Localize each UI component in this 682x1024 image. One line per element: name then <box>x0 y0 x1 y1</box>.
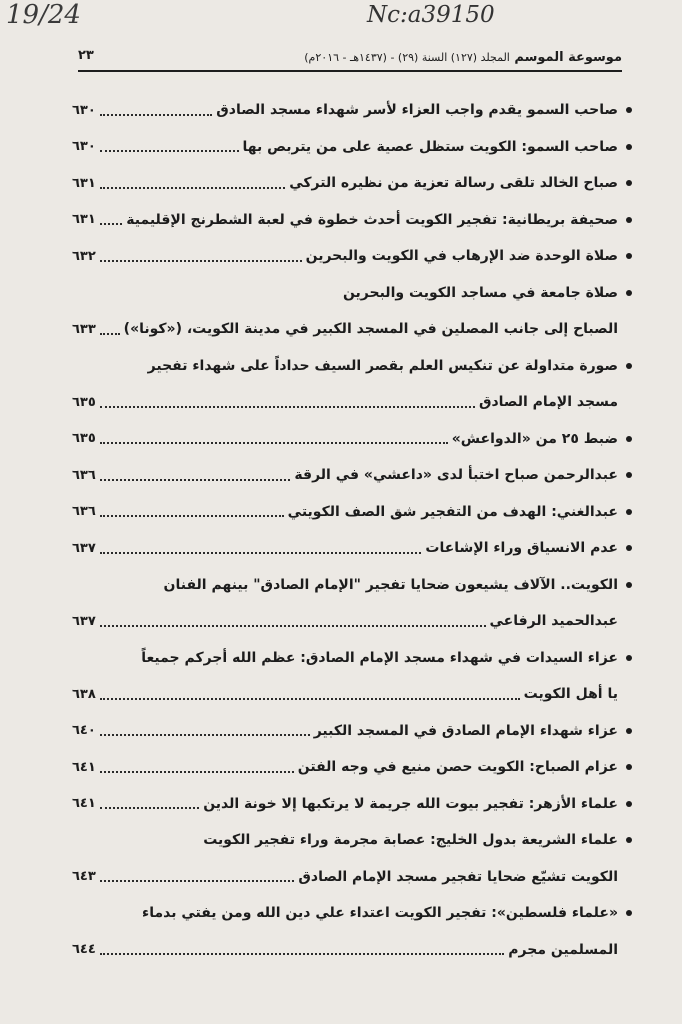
entry-page-number: ٦٤١ <box>72 796 96 812</box>
dot-leader <box>100 551 422 554</box>
dot-leader <box>100 259 302 262</box>
entry-page-number: ٦٤٠ <box>72 723 96 739</box>
handwritten-note-right: Nc:a39150 <box>367 2 495 28</box>
entry-page-number: ٦٤٣ <box>72 869 96 885</box>
toc-entry-continuation <box>72 676 632 713</box>
entry-page-number: ٦٣١ <box>72 175 96 191</box>
entry-title: المسلمين مجرم <box>508 941 618 958</box>
dot-leader <box>100 733 310 736</box>
toc-entry <box>72 129 632 166</box>
toc-entry <box>72 530 632 567</box>
entry-title: صلاة جامعة في مساجد الكويت والبحرين <box>342 284 618 301</box>
dot-leader <box>100 332 120 335</box>
entry-page-number: ٦٣٢ <box>72 248 96 264</box>
dot-leader <box>100 222 122 225</box>
entry-page-number: ٦٣٠ <box>72 102 96 118</box>
entry-title: صاحب السمو: الكويت ستظل عصية على من يتربص بها <box>242 138 618 155</box>
entry-title: الكويت تشيّع ضحايا تفجير مسجد الإمام الصادق <box>298 868 618 885</box>
entry-title: صباح الخالد تلقى رسالة تعزية من نظيره التركي <box>289 175 618 192</box>
entry-title: صورة متداولة عن تنكيس العلم بقصر السيف حداداً على شهداء تفجير <box>147 357 618 374</box>
dot-leader <box>100 149 239 152</box>
toc-entry <box>72 92 632 129</box>
handwritten-note-left: 19/24 <box>6 0 81 30</box>
toc-entry <box>72 786 632 823</box>
entry-title: الصباح إلى جانب المصلين في المسجد الكبير في مدينة الكويت، («كونا») <box>123 321 618 338</box>
entry-title: عدم الانسياق وراء الإشاعات <box>425 540 618 557</box>
entry-title: عبدالغني: الهدف من التفجير شق الصف الكويتي <box>287 503 618 520</box>
dot-leader <box>100 770 294 773</box>
page-header <box>78 44 622 72</box>
entry-page-number: ٦٣٧ <box>72 613 96 629</box>
entry-title: عزام الصباح: الكويت حصن منيع في وجه الفتن <box>297 759 618 776</box>
dot-leader <box>100 405 475 408</box>
toc-entry <box>72 822 632 859</box>
publication-title: موسوعة الموسم <box>514 50 622 65</box>
toc-entry <box>72 895 632 932</box>
toc-entry <box>72 640 632 677</box>
toc-entry <box>72 275 632 312</box>
entry-page-number: ٦٣٣ <box>72 321 96 337</box>
entry-page-number: ٦٤١ <box>72 759 96 775</box>
toc-entry-continuation <box>72 603 632 640</box>
entry-page-number: ٦٣١ <box>72 212 96 228</box>
dot-leader <box>100 952 504 955</box>
entry-title: صاحب السمو يقدم واجب العزاء لأسر شهداء مسجد الصادق <box>216 102 618 119</box>
entry-page-number: ٦٣٥ <box>72 394 96 410</box>
toc-entry <box>72 494 632 531</box>
entry-title: الكويت.. الآلاف يشيعون ضحايا تفجير "الإمام الصادق" بينهم الفنان <box>163 576 618 593</box>
dot-leader <box>100 113 212 116</box>
entry-title: صلاة الوحدة ضد الإرهاب في الكويت والبحرين <box>305 248 618 265</box>
toc-entry-continuation <box>72 384 632 421</box>
entry-title: عبدالحميد الرفاعي <box>489 613 618 630</box>
entry-title: عبدالرحمن صباح اختبأ لدى «داعشي» في الرقة <box>294 467 618 484</box>
dot-leader <box>100 186 285 189</box>
toc-entry <box>72 457 632 494</box>
toc-entry-continuation <box>72 859 632 896</box>
entry-title: يا أهل الكويت <box>523 686 618 703</box>
entry-title: ضبط ٢٥ من «الدواعش» <box>451 430 618 447</box>
toc-entry <box>72 567 632 604</box>
page-number: ٢٣ <box>78 48 94 63</box>
entry-page-number: ٦٣٨ <box>72 686 96 702</box>
toc-entry <box>72 421 632 458</box>
entry-title: علماء الأزهر: تفجير بيوت الله جريمة لا يرتكبها إلا خونة الدين <box>203 795 618 812</box>
dot-leader <box>100 478 291 481</box>
dot-leader <box>100 441 448 444</box>
toc-entry <box>72 749 632 786</box>
entry-title: عزاء شهداء الإمام الصادق في المسجد الكبير <box>313 722 618 739</box>
entry-title: «علماء فلسطين»: تفجير الكويت اعتداء علي دين الله ومن يفتي بدماء <box>142 905 618 922</box>
table-of-contents <box>72 92 632 968</box>
dot-leader <box>100 879 295 882</box>
toc-entry <box>72 348 632 385</box>
header-title-block <box>304 50 622 65</box>
entry-page-number: ٦٣٦ <box>72 467 96 483</box>
entry-page-number: ٦٣٦ <box>72 504 96 520</box>
entry-page-number: ٦٣٥ <box>72 431 96 447</box>
entry-title: مسجد الإمام الصادق <box>478 394 618 411</box>
toc-entry <box>72 165 632 202</box>
volume-details: المجلد (١٢٧) السنة (٢٩) - (١٤٣٧هـ - ٢٠١٦م) <box>304 51 510 64</box>
toc-entry <box>72 238 632 275</box>
toc-entry <box>72 202 632 239</box>
entry-page-number: ٦٣٠ <box>72 139 96 155</box>
toc-entry-continuation <box>72 932 632 969</box>
entry-title: صحيفة بريطانية: تفجير الكويت أحدث خطوة في لعبة الشطرنج الإقليمية <box>126 211 618 228</box>
toc-entry <box>72 713 632 750</box>
dot-leader <box>100 697 520 700</box>
entry-page-number: ٦٤٤ <box>72 942 96 958</box>
dot-leader <box>100 624 486 627</box>
entry-page-number: ٦٣٧ <box>72 540 96 556</box>
entry-title: عزاء السيدات في شهداء مسجد الإمام الصادق: عظم الله أجركم جميعاً <box>141 649 618 666</box>
toc-entry-continuation <box>72 311 632 348</box>
dot-leader <box>100 806 199 809</box>
dot-leader <box>100 514 284 517</box>
entry-title: علماء الشريعة بدول الخليج: عصابة مجرمة وراء تفجير الكويت <box>203 832 618 849</box>
